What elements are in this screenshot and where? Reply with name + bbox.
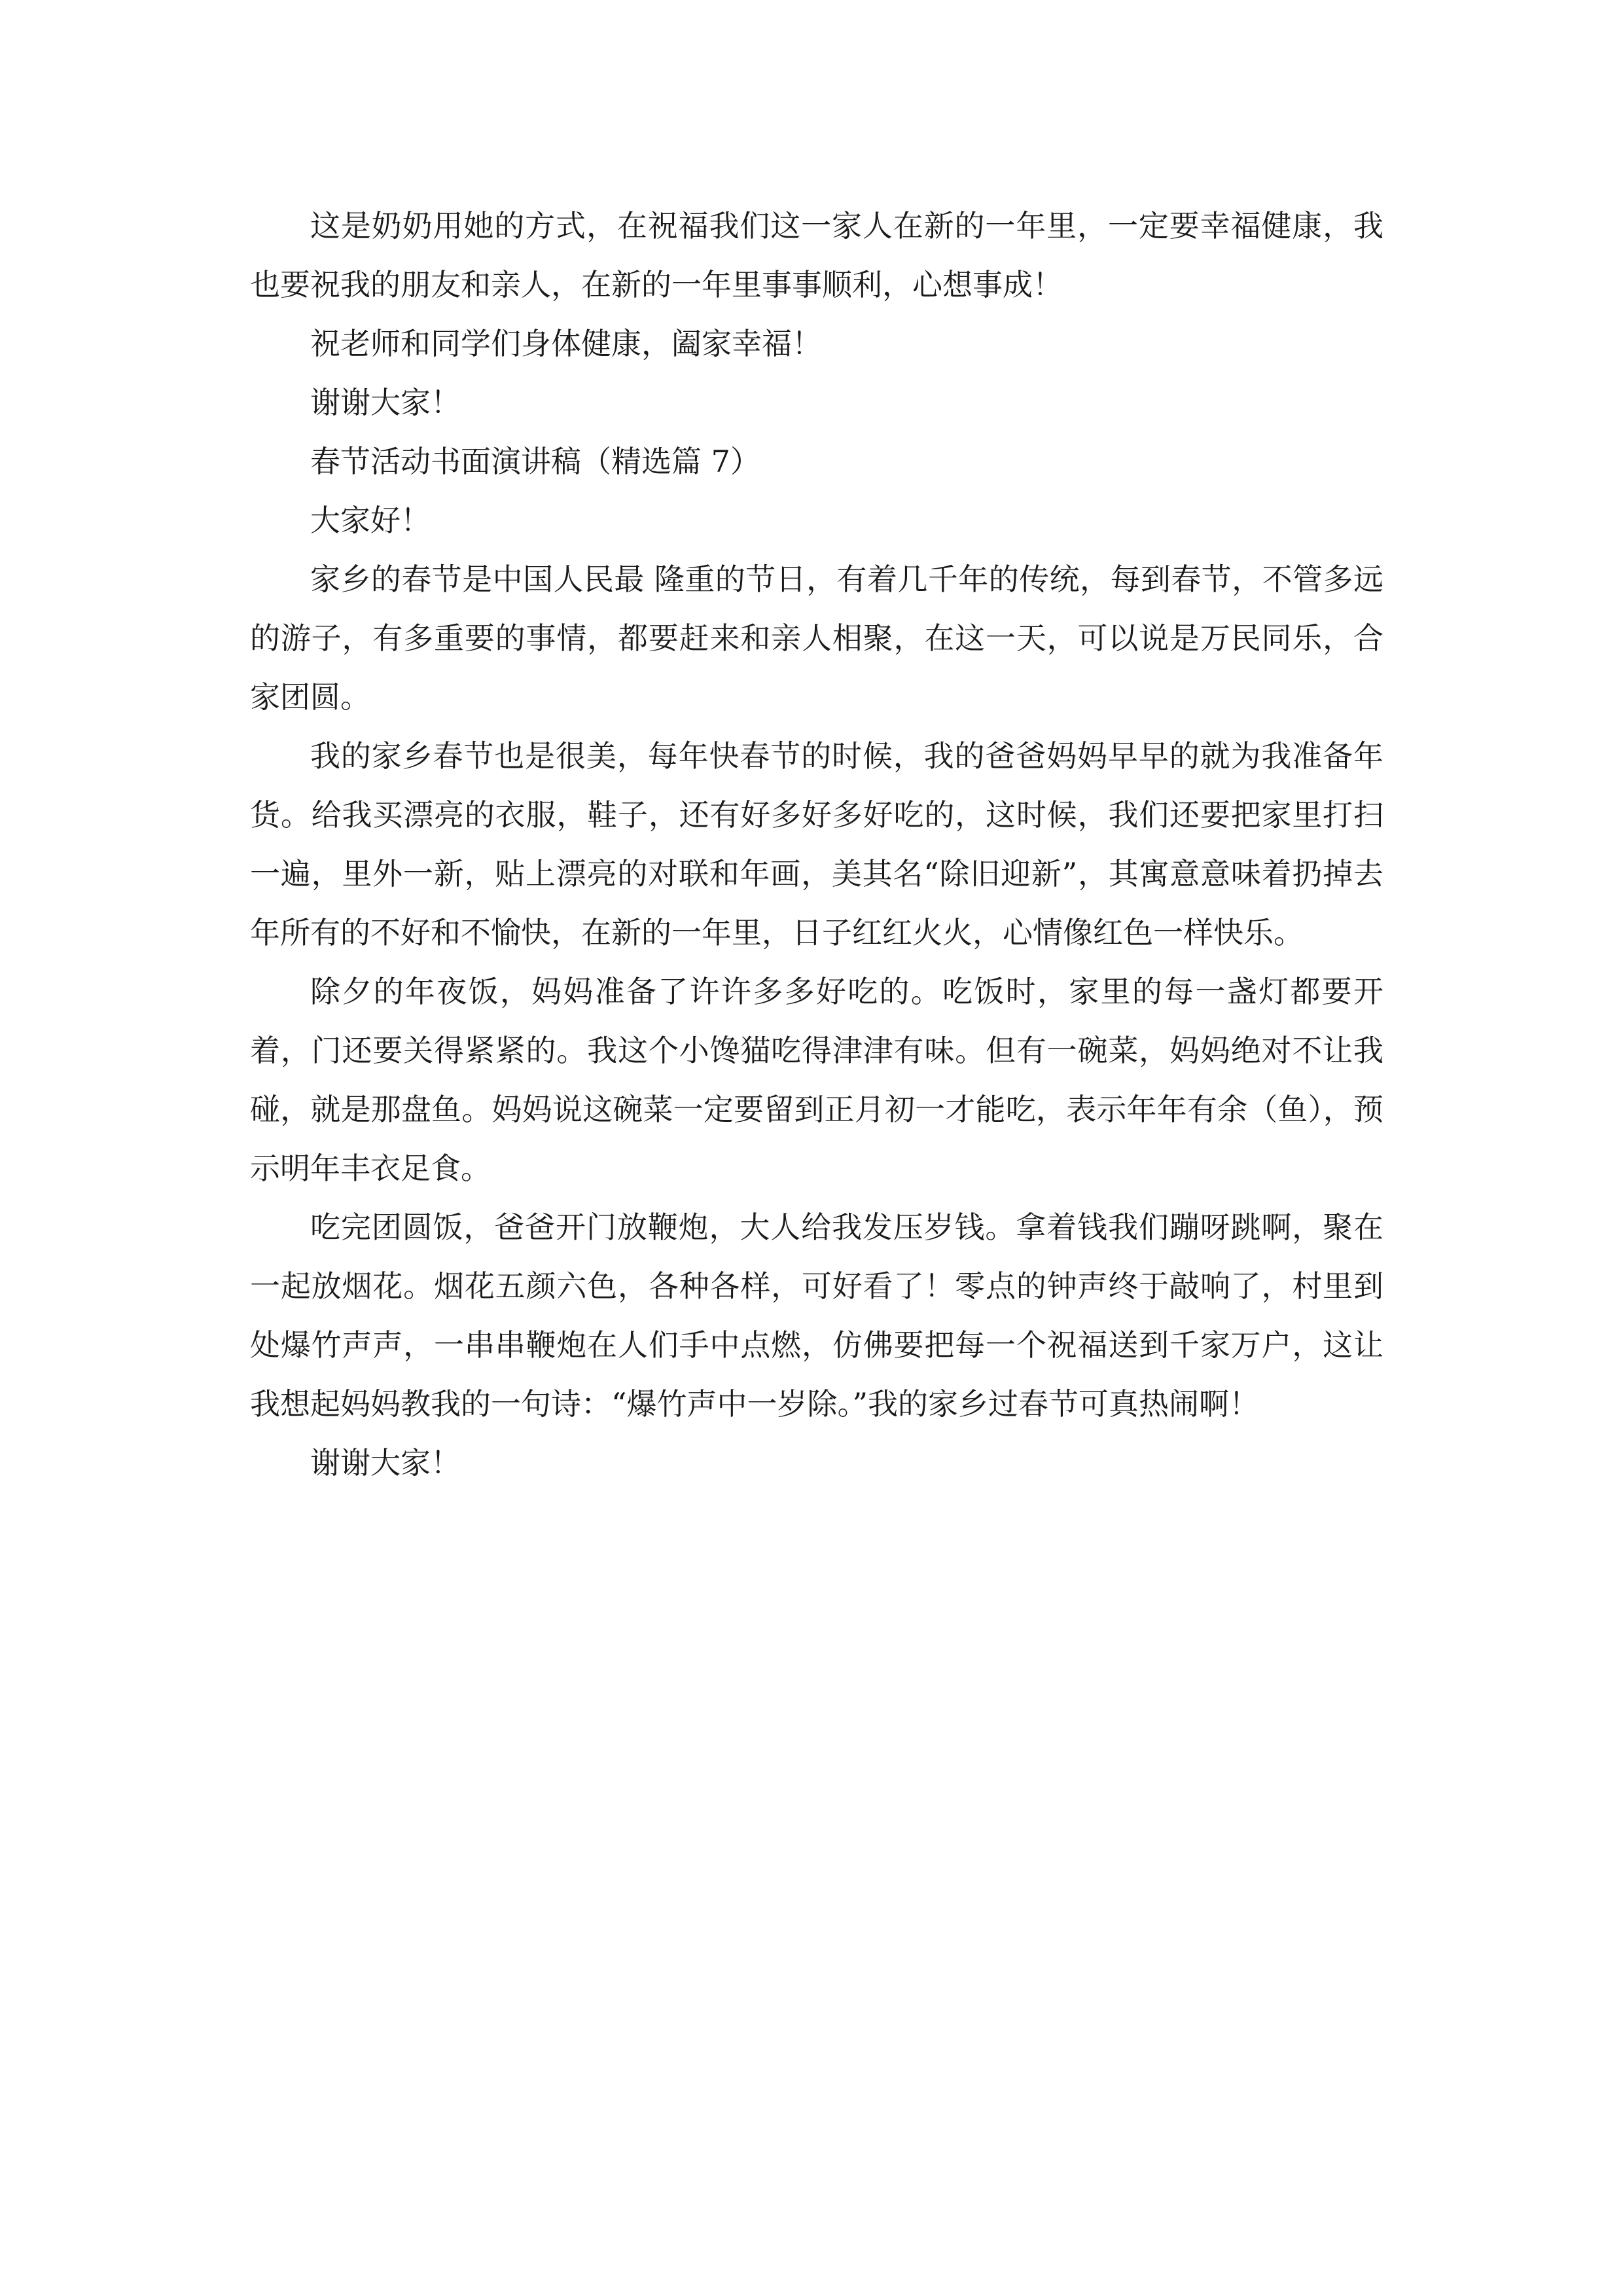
document-body: [250, 196, 1383, 1492]
paragraph-new-year-eve-dinner: 除夕的年夜饭，妈妈准备了许许多多好吃的。吃饭时，家里的每一盏灯都要开着，门还要关得紧紧的。我这个小馋猫吃得津津有味。但有一碗菜，妈妈绝对不让我碰，就是那盘鱼。妈妈说这碗菜一定要留到正月初一才能吃，表示年年有余（鱼），预示明年丰衣足食。: [250, 974, 1383, 1186]
paragraph-greeting: 大家好！: [310, 503, 431, 538]
paragraph-wish-teachers: 祝老师和同学们身体健康，阖家幸福！: [310, 326, 822, 361]
paragraph-hometown-festival: 家乡的春节是中国人民最 隆重的节日，有着几千年的传统，每到春节，不管多远的游子，有多重要的事情，都要赶来和亲人相聚，在这一天，可以说是万民同乐，合家团圆。: [250, 562, 1383, 715]
paragraph-thanks: 谢谢大家！: [310, 385, 461, 420]
paragraph-fireworks: 吃完团圆饭，爸爸开门放鞭炮，大人给我发压岁钱。拿着钱我们蹦呀跳啊，聚在一起放烟花。烟花五颜六色，各种各样，可好看了！零点的钟声终于敲响了，村里到处爆竹声声，一串串鞭炮在人们手中点燃，仿佛要把每一个祝福送到千家万户，这让我想起妈妈教我的一句诗：“爆竹声中一岁除。”我的家乡过春节可真热闹啊！: [250, 1210, 1383, 1422]
paragraph-blessing: 这是奶奶用她的方式，在祝福我们这一家人在新的一年里，一定要幸福健康，我也要祝我的朋友和亲人，在新的一年里事事顺利，心想事成！: [250, 208, 1383, 302]
paragraph-closing-thanks: 谢谢大家！: [310, 1445, 461, 1480]
paragraph-preparations: 我的家乡春节也是很美，每年快春节的时候，我的爸爸妈妈早早的就为我准备年货。给我买漂亮的衣服，鞋子，还有好多好多好吃的，这时候，我们还要把家里打扫一遍，里外一新，贴上漂亮的对联和年画，美其名“除旧迎新”，其寓意意味着扔掉去年所有的不好和不愉快，在新的一年里，日子红红火火，心情像红色一样快乐。: [250, 738, 1383, 950]
section-heading: 春节活动书面演讲稿（精选篇 7）: [310, 444, 760, 479]
